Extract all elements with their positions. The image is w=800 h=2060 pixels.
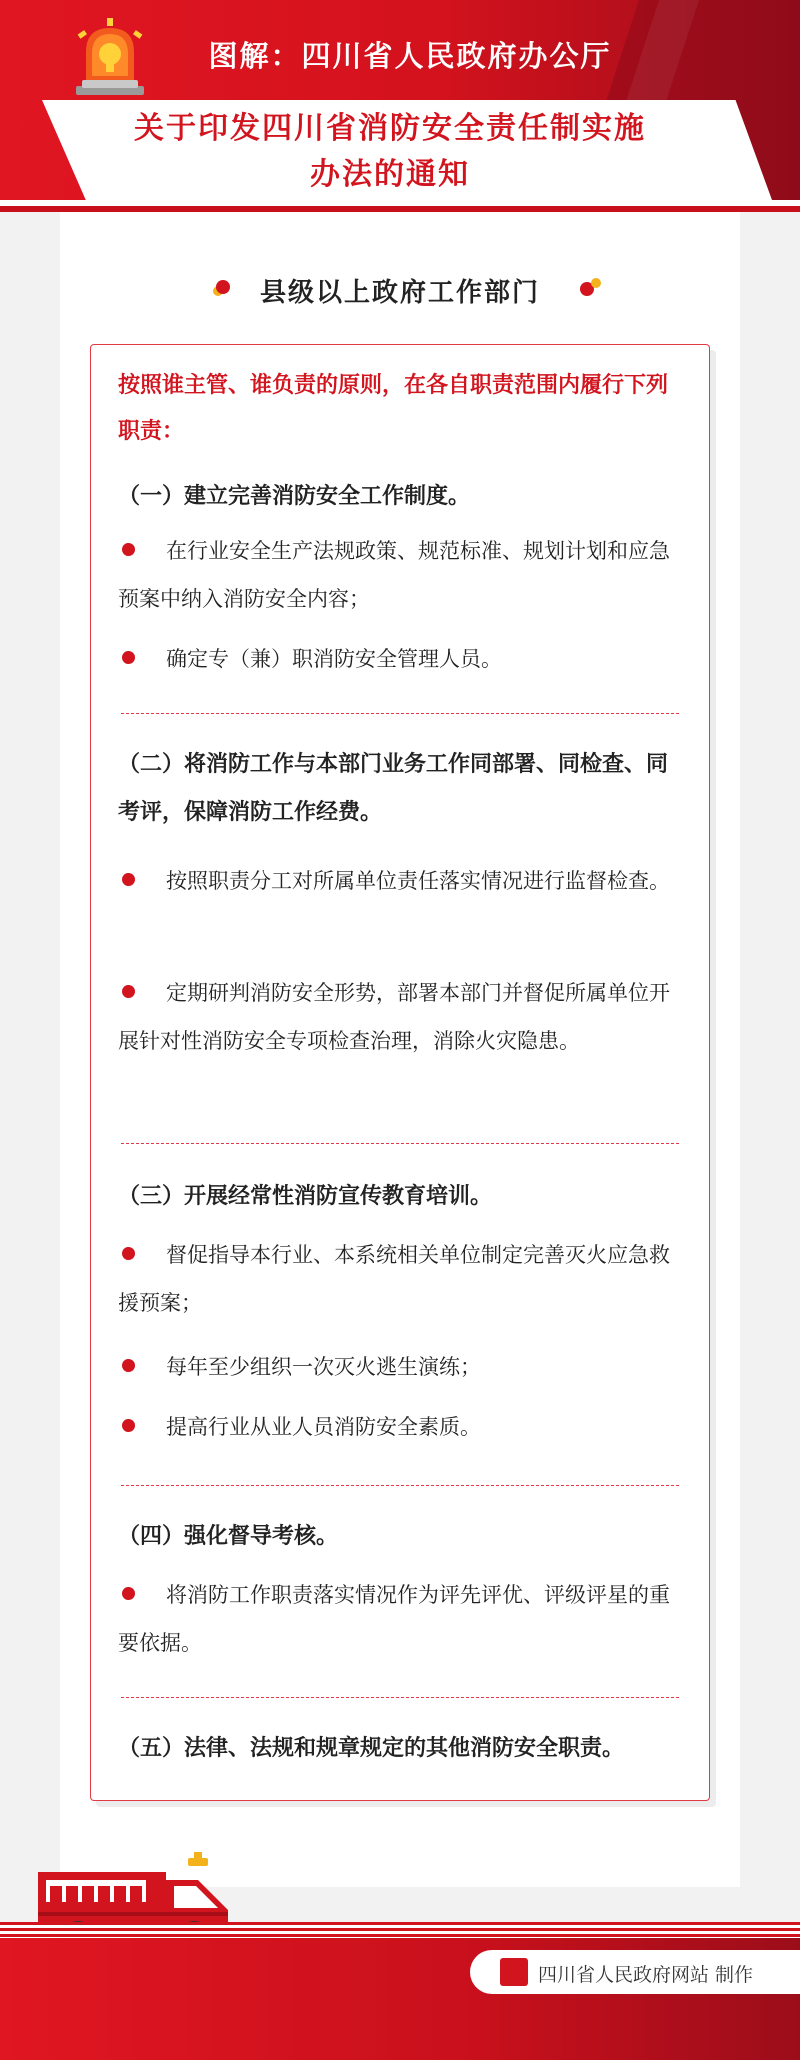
duties-card bbox=[90, 344, 710, 1801]
dashed-divider bbox=[121, 713, 679, 714]
section-heading-label: 县级以上政府工作部门 bbox=[254, 272, 546, 309]
document-title-line2: 办法的通知 bbox=[310, 157, 470, 192]
dashed-divider bbox=[121, 1143, 679, 1144]
bullet-text: 提高行业从业人员消防安全素质。 bbox=[166, 1415, 481, 1439]
bullet-item bbox=[118, 969, 680, 1065]
bullet-text: 定期研判消防安全形势，部署本部门并督促所属单位开展针对性消防安全专项检查治理，消除火灾隐患。 bbox=[118, 981, 670, 1053]
credit-text: 四川省人民政府网站 制作 bbox=[538, 1964, 754, 1986]
bullet-dot bbox=[122, 1359, 135, 1372]
bullet-dot bbox=[122, 985, 135, 998]
bullet-dot bbox=[122, 1247, 135, 1260]
item-title: （四）强化督导考核。 bbox=[118, 1524, 339, 1549]
bullet-dot bbox=[122, 873, 135, 886]
bullet-text: 督促指导本行业、本系统相关单位制定完善灭火应急救援预案； bbox=[118, 1243, 670, 1315]
bullet-item bbox=[118, 527, 680, 623]
item-title: （五）法律、法规和规章规定的其他消防安全职责。 bbox=[118, 1736, 625, 1761]
bullet-dot bbox=[122, 1419, 135, 1432]
alarm-beacon-icon bbox=[70, 18, 150, 96]
bullet-item bbox=[118, 635, 680, 683]
bullet-text: 每年至少组织一次灭火逃生演练； bbox=[166, 1355, 481, 1379]
document-title bbox=[100, 106, 680, 198]
government-seal-logo bbox=[500, 1958, 528, 1986]
bullet-dot bbox=[122, 1587, 135, 1600]
document-title-line1: 关于印发四川省消防安全责任制实施 bbox=[134, 111, 646, 146]
bullet-item bbox=[118, 857, 680, 905]
bullet-text: 在行业安全生产法规政策、规范标准、规划计划和应急预案中纳入消防安全内容； bbox=[118, 539, 670, 611]
bullet-item bbox=[118, 1343, 680, 1391]
bullet-item bbox=[118, 1403, 680, 1451]
bullet-item bbox=[118, 1571, 680, 1667]
item-title: （二）将消防工作与本部门业务工作同部署、同检查、同考评，保障消防工作经费。 bbox=[118, 752, 669, 825]
heading-dot-red-left bbox=[216, 280, 230, 294]
bullet-text: 将消防工作职责落实情况作为评先评优、评级评星的重要依据。 bbox=[118, 1583, 670, 1655]
bullet-dot bbox=[122, 651, 135, 664]
heading-dot-yellow-right bbox=[591, 278, 601, 288]
dashed-divider bbox=[121, 1485, 679, 1486]
intro-text: 按照谁主管、谁负责的原则，在各自职责范围内履行下列职责： bbox=[118, 373, 669, 444]
content-panel bbox=[60, 212, 740, 1887]
bullet-text: 确定专（兼）职消防安全管理人员。 bbox=[166, 647, 502, 671]
section-heading bbox=[60, 272, 740, 309]
dashed-divider bbox=[121, 1697, 679, 1698]
item-title: （一）建立完善消防安全工作制度。 bbox=[118, 484, 471, 509]
item-title: （三）开展经常性消防宣传教育培训。 bbox=[118, 1184, 493, 1209]
bullet-item bbox=[118, 1231, 680, 1327]
bullet-dot bbox=[122, 543, 135, 556]
header-title: 图解：四川省人民政府办公厅 bbox=[208, 39, 612, 73]
bullet-text: 按照职责分工对所属单位责任落实情况进行监督检查。 bbox=[166, 869, 670, 893]
footer-stripes bbox=[0, 1922, 800, 1938]
